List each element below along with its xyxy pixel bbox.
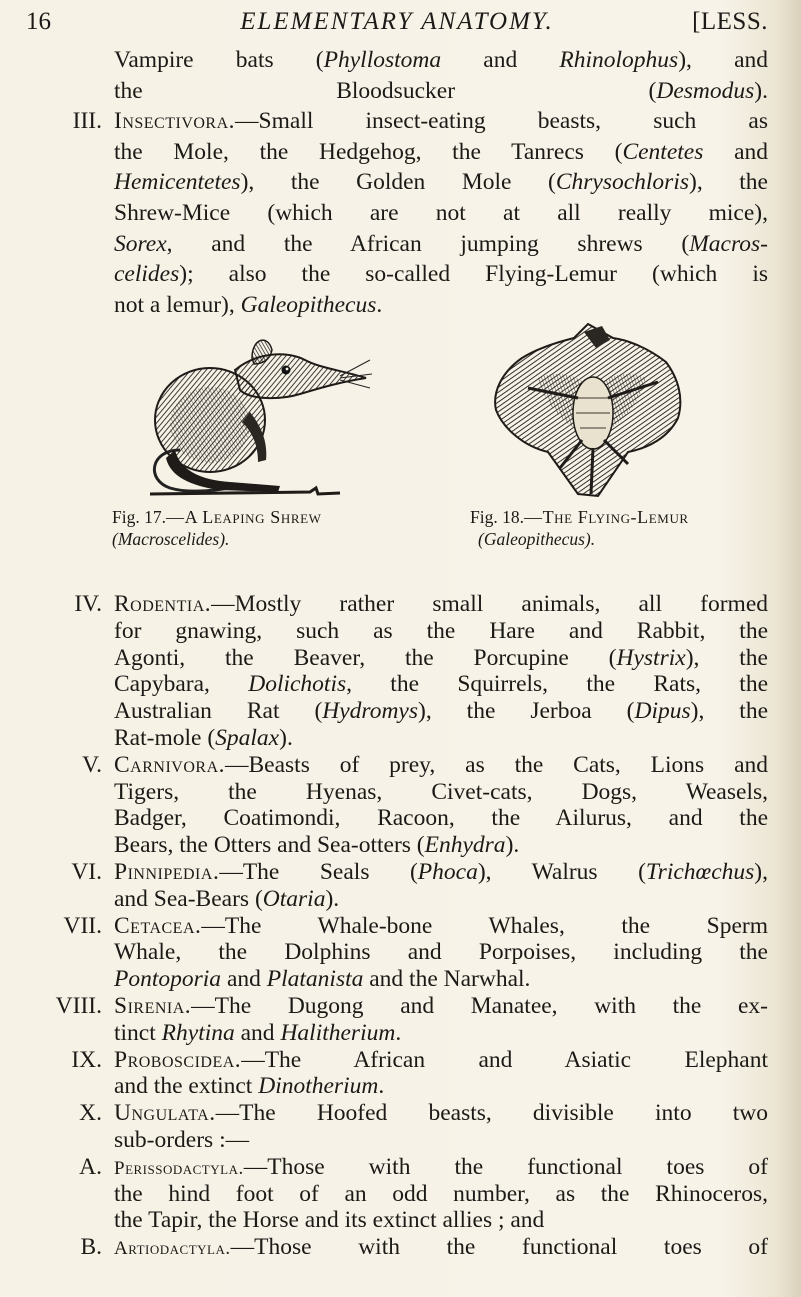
text-run: —Those with the functional toes of bbox=[243, 1153, 768, 1180]
text-run: —Mostly rather small animals, all formed bbox=[211, 591, 768, 617]
order-name: Cetacea. bbox=[114, 912, 202, 939]
text-line bbox=[114, 1182, 768, 1207]
text-run: ). bbox=[279, 725, 293, 751]
figure-18-label: Fig. 18. bbox=[470, 507, 524, 527]
text-run: Bears, the Otters and Sea-otters ( bbox=[114, 832, 425, 859]
text-run: , the Squirrels, the Rats, the bbox=[346, 671, 768, 698]
text-line bbox=[114, 967, 768, 992]
italic-term: Hystrix bbox=[616, 644, 686, 671]
order-name: Ungulata. bbox=[114, 1100, 216, 1127]
text-run: Vampire bats ( bbox=[114, 47, 324, 73]
text-line bbox=[114, 1101, 768, 1126]
text-run: Capybara, bbox=[114, 671, 249, 698]
figure-17-title: —A Leaping Shrew bbox=[165, 507, 322, 527]
order-name: Pinnipedia. bbox=[114, 859, 220, 885]
section-numeral: VIII. bbox=[55, 993, 102, 1019]
italic-term: Spalax bbox=[215, 725, 280, 751]
text-run: tinct bbox=[114, 1019, 162, 1046]
italic-term: Platanista bbox=[266, 966, 364, 993]
running-head bbox=[26, 4, 768, 40]
running-title: ELEMENTARY ANATOMY. bbox=[240, 8, 554, 35]
figure-row bbox=[0, 330, 801, 550]
text-run: the hind foot of an odd number, as the Rhinoceros, bbox=[114, 1180, 768, 1207]
italic-term: Dolichotis bbox=[248, 671, 347, 698]
text-run: the Tapir, the Horse and its extinct allies ; and bbox=[114, 1207, 545, 1234]
text-run: Rat-mole ( bbox=[114, 725, 216, 751]
italic-term: Rhytina bbox=[161, 1019, 235, 1046]
figure-18-subtitle: (Galeopithecus). bbox=[478, 529, 596, 549]
section-numeral: VI. bbox=[71, 859, 102, 885]
text-run: the Bloodsucker ( bbox=[114, 77, 657, 104]
text-line bbox=[114, 232, 768, 257]
italic-term: Sorex bbox=[114, 230, 167, 257]
italic-term: Desmodus bbox=[656, 77, 755, 104]
text-run: ), the bbox=[685, 644, 768, 671]
text-line bbox=[114, 887, 768, 912]
order-name: Insectivora. bbox=[114, 108, 236, 135]
italic-term: Trichœchus bbox=[645, 859, 755, 885]
section-numeral: VII. bbox=[63, 912, 102, 939]
text-run: and bbox=[703, 138, 768, 165]
text-line bbox=[114, 1208, 768, 1233]
text-run: ), the Jerboa ( bbox=[418, 698, 635, 725]
italic-term: Phyllostoma bbox=[323, 47, 442, 73]
text-line bbox=[114, 646, 768, 671]
text-run: Tigers, the Hyenas, Civet-cats, Dogs, Weasels, bbox=[114, 778, 768, 805]
italic-term: Chrysochloris bbox=[555, 169, 690, 196]
text-line bbox=[114, 1021, 768, 1046]
text-run: the Mole, the Hedgehog, the Tanrecs ( bbox=[114, 138, 623, 165]
text-run: —Small insect-eating beasts, such as bbox=[235, 108, 768, 135]
italic-term: Enhydra bbox=[424, 832, 506, 859]
text-run: . bbox=[395, 1019, 402, 1046]
italic-term: Pontoporia bbox=[114, 966, 222, 993]
text-line bbox=[114, 833, 768, 858]
text-run: ), bbox=[754, 859, 768, 885]
text-run: Whale, the Dolphins and Porpoises, including the bbox=[114, 939, 768, 966]
figure-18-title: —The Flying-Lemur bbox=[523, 507, 689, 527]
text-line bbox=[114, 201, 768, 226]
text-line bbox=[114, 1074, 768, 1099]
text-line bbox=[114, 726, 768, 751]
text-run: —Those with the functional toes of bbox=[230, 1234, 768, 1261]
text-line bbox=[114, 1155, 768, 1180]
order-name: Proboscidea. bbox=[114, 1046, 242, 1073]
text-run: , and the African jumping shrews ( bbox=[166, 230, 690, 257]
section-numeral: A. bbox=[79, 1153, 102, 1180]
text-run: Agonti, the Beaver, the Porcupine ( bbox=[114, 644, 617, 671]
text-run: and bbox=[221, 966, 267, 993]
italic-term: Dinotherium bbox=[258, 1073, 379, 1100]
text-run: and bbox=[441, 47, 560, 73]
text-run: ). bbox=[754, 77, 768, 104]
text-line bbox=[114, 1235, 768, 1260]
order-name: Rodentia. bbox=[114, 591, 212, 617]
text-line bbox=[114, 699, 768, 724]
text-run: and the extinct bbox=[114, 1073, 259, 1100]
text-run: —The Dugong and Manatee, with the ex- bbox=[191, 993, 768, 1019]
italic-term: Otaria bbox=[262, 885, 326, 912]
figure-17-subtitle: (Macroscelides). bbox=[112, 529, 230, 549]
text-line bbox=[114, 293, 768, 318]
text-run: sub-orders :— bbox=[114, 1127, 250, 1153]
text-run: ). bbox=[325, 885, 340, 912]
text-run: and the Narwhal. bbox=[363, 966, 531, 993]
text-line bbox=[114, 170, 768, 195]
order-name: Artiodactyla. bbox=[114, 1238, 231, 1260]
italic-term: celides bbox=[114, 261, 180, 288]
section-numeral: V. bbox=[82, 751, 102, 778]
italic-term: Centetes bbox=[622, 138, 704, 165]
text-line bbox=[114, 262, 768, 287]
order-name: Sirenia. bbox=[114, 993, 192, 1019]
order-name: Perissodactyla. bbox=[114, 1157, 244, 1179]
text-run: ); also the so-called Flying-Lemur (which is bbox=[179, 261, 768, 288]
text-run: for gnawing, such as the Hare and Rabbit, the bbox=[114, 617, 768, 644]
section-numeral: III. bbox=[72, 108, 102, 135]
text-line bbox=[114, 940, 768, 965]
order-name: Carnivora. bbox=[114, 751, 225, 778]
text-run: ), the Golden Mole ( bbox=[240, 169, 556, 196]
page-number: 16 bbox=[26, 8, 51, 35]
text-run: . bbox=[378, 1073, 385, 1100]
text-line bbox=[114, 109, 768, 134]
italic-term: Hydromys bbox=[322, 698, 419, 725]
text-line bbox=[114, 753, 768, 778]
italic-term: Rhinolophus bbox=[559, 47, 679, 73]
text-run: ), and bbox=[678, 47, 768, 73]
text-line bbox=[114, 1048, 768, 1073]
text-line bbox=[114, 806, 768, 831]
italic-term: Phoca bbox=[417, 859, 478, 885]
figure-17-label: Fig. 17. bbox=[112, 507, 166, 527]
italic-term: Galeopithecus bbox=[240, 291, 377, 318]
text-run: ), Walrus ( bbox=[477, 859, 646, 885]
text-line bbox=[114, 780, 768, 805]
text-line bbox=[114, 592, 768, 617]
text-line bbox=[114, 79, 768, 104]
section-numeral: IV. bbox=[74, 591, 102, 617]
lesson-marker: [LESS. bbox=[692, 8, 768, 35]
figure-17-caption bbox=[112, 506, 322, 550]
text-run: ), the bbox=[690, 698, 768, 725]
text-run: not a lemur), bbox=[114, 291, 241, 318]
text-run: —The Whale-bone Whales, the Sperm bbox=[201, 912, 768, 939]
text-line bbox=[114, 860, 768, 885]
text-line bbox=[114, 672, 768, 697]
flying-lemur-illustration bbox=[478, 318, 708, 498]
italic-term: Hemicentetes bbox=[114, 169, 241, 196]
italic-term: Halitherium bbox=[280, 1019, 396, 1046]
text-line bbox=[114, 1128, 768, 1153]
text-run: —Beasts of prey, as the Cats, Lions and bbox=[225, 751, 768, 778]
text-run: and bbox=[234, 1019, 281, 1046]
text-run: —The African and Asiatic Elephant bbox=[241, 1046, 768, 1073]
section-numeral: B. bbox=[80, 1234, 102, 1261]
text-line bbox=[114, 619, 768, 644]
text-run: —The Hoofed beasts, divisible into two bbox=[215, 1100, 768, 1127]
section-numeral: IX. bbox=[71, 1046, 102, 1073]
text-run: . bbox=[376, 291, 383, 318]
text-line bbox=[114, 140, 768, 165]
section-numeral: X. bbox=[79, 1100, 102, 1127]
italic-term: Dipus bbox=[634, 698, 691, 725]
text-run: —The Seals ( bbox=[219, 859, 418, 885]
text-line bbox=[114, 994, 768, 1019]
text-line bbox=[114, 914, 768, 939]
text-run: Australian Rat ( bbox=[114, 698, 323, 725]
text-run: ), the bbox=[689, 169, 768, 196]
text-run: Shrew-Mice (which are not at all really mice), bbox=[114, 200, 768, 226]
text-line bbox=[114, 48, 768, 73]
leaping-shrew-illustration bbox=[140, 330, 372, 498]
text-run: ). bbox=[505, 832, 520, 859]
text-run: and Sea-Bears ( bbox=[114, 885, 263, 912]
figure-18-caption bbox=[470, 506, 689, 550]
text-run: Badger, Coatimondi, Racoon, the Ailurus, and the bbox=[114, 805, 768, 832]
italic-term: Macros- bbox=[689, 230, 768, 257]
